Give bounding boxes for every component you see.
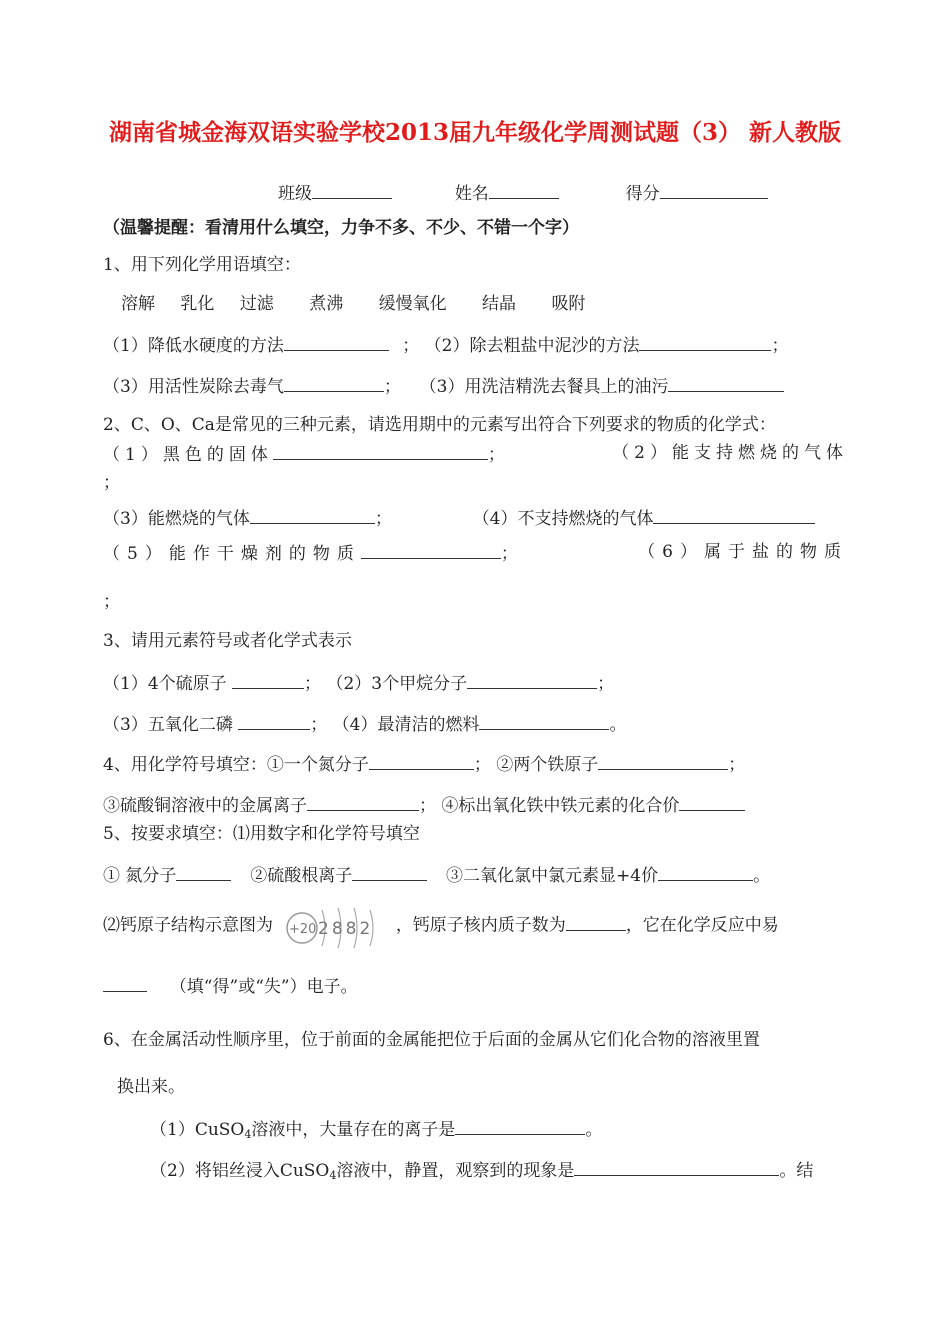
q2-row3 [103,540,848,566]
q1-p4: （3）用洗洁精洗去餐具上的油污 [419,377,669,397]
q3-semi1: ； [304,674,322,694]
q5-stem: 5、按要求填空：⑴用数字和化学符号填空 [103,824,420,844]
q6-p2-sub: 4 [329,1169,337,1182]
page-title: 湖南省城金海双语实验学校2013届九年级化学周测试题（3） 新人教版 [108,119,842,146]
q5-period: 。 [753,866,771,886]
q1-stem: 1、用下列化学用语填空： [103,255,301,275]
q6-p2b: 溶液中，静置，观察到的现象是 [336,1161,575,1181]
q3-semi2: ； [597,674,615,694]
q1-row2 [103,373,784,399]
q2-p3: （3）能燃烧的气体 [103,509,250,529]
q3-row2 [103,711,626,737]
q4-p2: ②两个铁原子 [496,755,599,775]
q4-semi2: ； [728,755,746,775]
q1-semi3: ； [383,377,401,397]
q6-stem2: 换出来。 [117,1077,185,1097]
q5-p2: ②硫酸根离子 [250,866,353,886]
option-2: 乳化 [180,294,215,314]
q5-p5: （填“得”或“失”）电子。 [169,977,358,997]
q4-row1 [103,751,745,777]
q6-p1a: （1）CuSO [150,1120,245,1140]
q4-stem: 4、用化学符号填空：①一个氮分子 [103,755,369,775]
q5-row3 [103,973,358,999]
q5-row1 [103,862,770,888]
q5-p4b: ，钙原子核内质子数为 [395,915,566,936]
q5-blank2 [352,862,427,881]
q2-row1 [103,441,848,467]
calcium-atom-diagram [284,900,384,952]
q4-p3: ③硫酸铜溶液中的金属离子 [103,796,307,816]
q3-period: 。 [609,715,627,735]
electron-shells: 2882 [318,919,374,939]
q2-p1: （1）黑色的固体 [103,445,273,465]
q5-blank5 [103,973,147,992]
q1-blank1 [284,332,389,351]
q2-semi1: ； [487,445,510,465]
nucleus-charge: +20 [289,922,317,937]
q2-p5: （5）能作干燥剂的物质 [103,544,361,564]
q3-stem: 3、请用元素符号或者化学式表示 [103,631,352,651]
q2-blank4 [653,505,815,524]
q6-tail: 。结 [779,1161,814,1181]
q2-semi-wrap: ； [103,473,120,493]
q2-p6: （6）属于盐的物质 [638,542,848,562]
q6-row1 [150,1116,602,1147]
q2-p2: （2）能支持燃烧的气体 [612,443,848,463]
q3-row1 [103,670,614,696]
q6-stem1: 6、在金属活动性顺序里，位于前面的金属能把位于后面的金属从它们化合物的溶液里置 [103,1030,760,1050]
q1-p1: （1）降低水硬度的方法 [103,336,284,356]
option-3: 过滤 [239,294,274,314]
q1-semi2: ； [771,336,789,356]
q2-semi-wrap2: ； [103,592,120,612]
option-5: 缓慢氧化 [378,294,447,314]
q6-period1: 。 [585,1120,603,1140]
q2-semi5: ； [500,544,525,564]
name-blank [489,180,559,199]
score-label: 得分 [625,184,660,204]
q3-blank1 [232,670,304,689]
q6-blank1 [455,1116,585,1135]
q5-p3: ③二氧化氯中氯元素显+4价 [446,866,659,886]
option-4: 煮沸 [309,294,344,314]
q6-p2a: （2）将铝丝浸入CuSO [150,1161,330,1181]
q5-blank3 [658,862,753,881]
q1-blank2 [639,332,771,351]
q2-stem: 2、C、O、Ca是常见的三种元素，请选用期中的元素写出符合下列要求的物质的化学式： [103,415,776,435]
q1-blank3 [284,373,384,392]
q4-blank3 [307,792,419,811]
q5-row2 [103,900,779,952]
tip-text: （温馨提醒：看清用什么填空，力争不多、不少、不错一个字） [103,218,579,238]
q3-blank2 [467,670,597,689]
q5-p4c: ，它在化学反应中易 [625,915,779,936]
q6-p1-sub: 4 [244,1128,252,1141]
q3-blank4 [479,711,609,730]
score-blank [660,180,768,199]
class-label: 班级 [278,184,312,204]
q4-blank4 [679,792,745,811]
q6-blank2 [574,1157,779,1176]
q2-semi3: ； [374,509,392,529]
q5-p1: ① 氮分子 [103,866,177,886]
q2-blank3 [250,505,375,524]
q5-p4a: ⑵钙原子结构示意图为 [103,915,273,936]
q3-p4: （4）最清洁的燃料 [332,715,480,735]
q2-blank5 [361,540,501,559]
q1-blank4 [668,373,784,392]
q3-p2: （2）3个甲烷分子 [326,674,468,694]
q5-blank4 [566,912,626,931]
q3-blank3 [238,711,310,730]
q6-row2 [150,1157,813,1188]
q4-blank2 [598,751,728,770]
q2-row2 [103,505,815,531]
q1-p3: （3）用活性炭除去毒气 [103,377,284,397]
q5-blank1 [176,862,231,881]
q2-p4: （4）不支持燃烧的气体 [472,509,654,529]
option-7: 吸附 [551,294,586,314]
q4-blank1 [369,751,474,770]
q1-semi1: ； [402,336,420,356]
q4-semi1: ； [473,755,491,775]
q4-semi3: ； [419,796,436,816]
q1-p2: （2）除去粗盐中泥沙的方法 [424,336,640,356]
q1-row1 [103,332,788,358]
option-6: 结晶 [482,294,517,314]
q4-p4: ④标出氧化铁中铁元素的化合价 [441,796,680,816]
q1-options [121,292,585,316]
option-1: 溶解 [121,294,155,314]
q6-p1b: 溶液中，大量存在的离子是 [251,1120,456,1140]
class-blank [312,180,392,199]
name-label: 姓名 [454,184,489,204]
q2-blank1 [273,441,488,460]
q3-p1: （1）4个硫原子 [103,674,227,694]
header-row [278,180,768,206]
q4-row2 [103,792,745,818]
q3-semi3: ； [310,715,328,735]
q3-p3: （3）五氧化二磷 [103,715,233,735]
